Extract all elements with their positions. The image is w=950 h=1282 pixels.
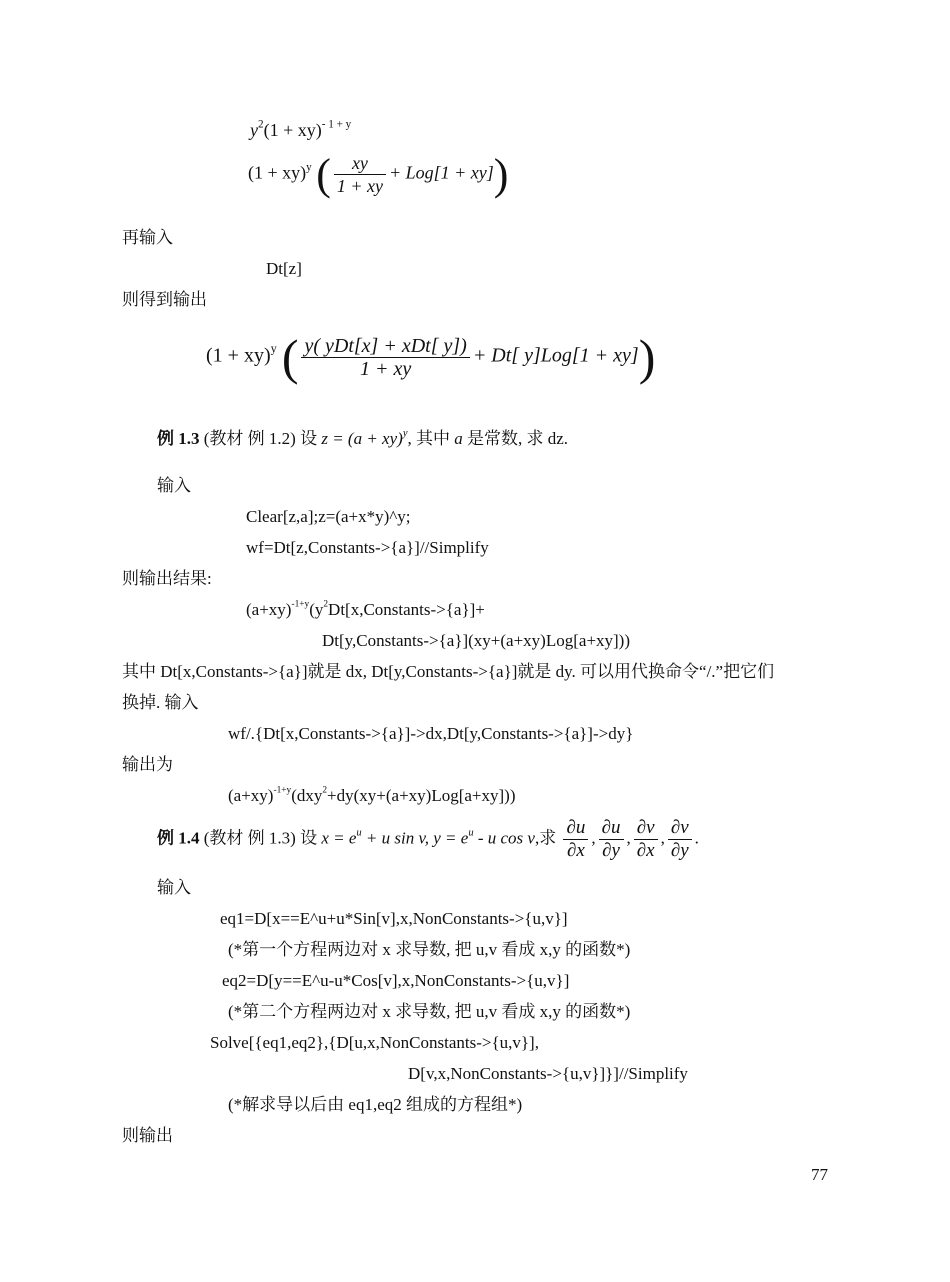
dt-output-denominator: 1 + xy <box>360 357 412 380</box>
example-tail-a: , 其中 <box>407 429 455 448</box>
output-part: +dy(xy+(a+xy)Log[a+xy])) <box>327 786 516 805</box>
equation-part: x = e <box>321 828 357 848</box>
code-line: D[v,x,NonConstants->{u,v}]}]//Simplify <box>408 1064 688 1083</box>
output-exp: 2 <box>323 599 329 610</box>
left-paren: ( <box>281 329 299 385</box>
output-label: 则输出结果: <box>122 569 212 588</box>
dt-output-tail: + Dt[ y]Log[1 + xy] <box>472 344 639 367</box>
example-1-4-heading: 例 1.4 (教材 例 1.3) 设 $x = e^u + u$ sin v, $y = e^u - u$ cos v,求 $\frac{\partial u}{\partial x}$ , $\frac{\partial u}{\partial y}$ , $\frac{\partial v}{\partial x}$ , $\frac{\partial v}{\partial y}$ . <box>157 817 699 861</box>
output-part: (a+xy) <box>246 600 292 619</box>
top-output-exponent: - 1 + y <box>321 118 352 131</box>
output-part: (a+xy) <box>228 786 274 805</box>
output-line: Dt[y,Constants->{a}](xy+(a+xy)Log[a+xy])) <box>322 631 631 650</box>
dt-output-formula <box>206 329 656 385</box>
ask-text: ,求 <box>534 828 561 848</box>
left-paren: ( <box>316 149 331 199</box>
code-line: wf/.{Dt[x,Constants->{a}]->dx,Dt[y,Constants->{a}]->dy} <box>228 724 634 743</box>
top-output-body: (1 + xy) <box>263 120 322 140</box>
partial-fraction <box>668 817 692 862</box>
code-comment: (*解求导以后由 eq1,eq2 组成的方程组*) <box>228 1095 523 1114</box>
example-formula-exp: y <box>402 428 408 440</box>
top-output-square: 2 <box>258 118 264 131</box>
dt-output-exp: y <box>270 341 277 356</box>
fraction-numerator: ∂v <box>668 817 692 840</box>
top-output-numerator: xy <box>334 152 386 175</box>
fraction-denominator: ∂y <box>670 840 689 861</box>
output-part: (y <box>309 600 324 619</box>
fraction-numerator: ∂u <box>599 817 624 840</box>
example-tail-var: a <box>454 429 463 448</box>
output-part: Dt[x,Constants->{a}]+ <box>328 600 485 619</box>
top-output-denominator: 1 + xy <box>336 176 383 196</box>
top-output-base: y <box>250 120 258 140</box>
top-output-line2-exp: y <box>306 161 312 174</box>
output-exp: -1+y <box>291 599 310 610</box>
dt-output-numerator: y( yDt[x] + xDt[ y]) <box>301 335 469 358</box>
output-exp: -1+y <box>273 785 292 796</box>
output-line <box>228 786 516 806</box>
output-label: 输出为 <box>122 755 173 774</box>
top-output-line2-base: (1 + xy) <box>248 162 307 183</box>
example-1-3-heading <box>157 429 568 449</box>
top-output-tail: + Log[1 + xy] <box>389 162 494 183</box>
fraction-numerator: ∂v <box>634 817 658 840</box>
fraction-numerator: ∂u <box>563 817 588 840</box>
equation-exp: u <box>356 827 362 839</box>
input-label: 输入 <box>157 476 191 495</box>
code-dt-z: Dt[z] <box>266 259 302 278</box>
example-formula: z = (a + xy) <box>321 429 403 448</box>
fraction-denominator: ∂x <box>567 840 585 861</box>
fraction-denominator: ∂x <box>636 840 655 861</box>
paragraph-line: 换掉. 输入 <box>122 693 199 712</box>
right-paren: ) <box>493 149 509 199</box>
output-part: (dxy <box>291 786 323 805</box>
code-line: Clear[z,a];z=(a+x*y)^y; <box>246 507 411 526</box>
output-line <box>246 600 485 620</box>
text-reinput: 再输入 <box>122 228 173 247</box>
output-exp: 2 <box>322 785 328 796</box>
page-number: 77 <box>811 1165 828 1184</box>
right-paren: ) <box>638 329 656 385</box>
partial-fraction <box>563 817 588 862</box>
partial-fraction <box>634 817 658 862</box>
top-output-line1 <box>250 120 351 140</box>
fraction-denominator: ∂y <box>602 840 620 861</box>
code-line: Solve[{eq1,eq2},{D[u,x,NonConstants->{u,v}], <box>210 1033 539 1052</box>
example-ref: (教材 例 1.3) 设 <box>203 828 322 848</box>
input-label: 输入 <box>157 878 191 897</box>
top-output-fraction <box>334 152 386 197</box>
equation-part: + u sin v, y = e <box>361 828 469 848</box>
equation-part: - u cos v <box>473 828 535 848</box>
code-line: wf=Dt[z,Constants->{a}]//Simplify <box>246 538 489 557</box>
code-comment: (*第二个方程两边对 x 求导数, 把 u,v 看成 x,y 的函数*) <box>228 1002 631 1021</box>
top-output-line2 <box>248 149 509 199</box>
text-getoutput: 则得到输出 <box>122 290 207 309</box>
code-line: eq2=D[y==E^u-u*Cos[v],x,NonConstants->{u,v}] <box>222 971 570 990</box>
equation-exp: u <box>468 827 474 839</box>
code-line: eq1=D[x==E^u+u*Sin[v],x,NonConstants->{u,v}] <box>220 909 568 928</box>
example-label: 例 1.4 <box>157 828 200 848</box>
output-label: 则输出 <box>122 1126 173 1145</box>
code-comment: (*第一个方程两边对 x 求导数, 把 u,v 看成 x,y 的函数*) <box>228 940 631 959</box>
partial-fraction <box>599 817 624 862</box>
example-label: 例 1.3 <box>157 429 200 448</box>
dt-output-fraction <box>301 335 469 380</box>
paragraph-line: 其中 Dt[x,Constants->{a}]就是 dx, Dt[y,Constants->{a}]就是 dy. 可以用代换命令“/.”把它们 <box>122 662 775 681</box>
example-tail-b: 是常数, 求 dz. <box>462 429 569 448</box>
dt-output-base: (1 + xy) <box>206 344 271 367</box>
example-ref: (教材 例 1.2) 设 <box>203 429 322 448</box>
